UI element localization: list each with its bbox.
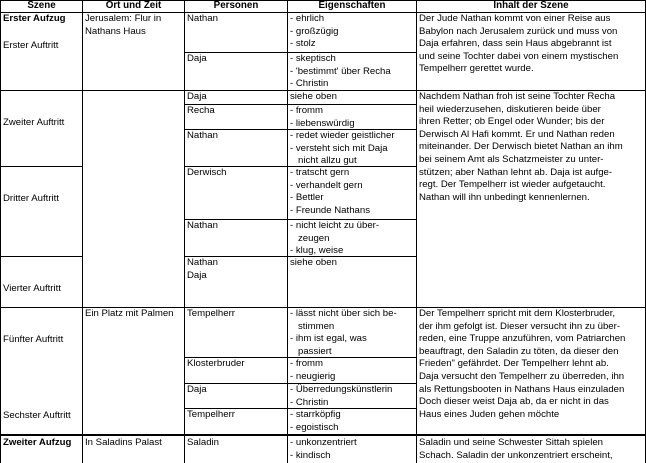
header-eigenschaften: Eigenschaften [318,0,386,11]
person-name: Tempelherr [187,308,235,319]
content-line: Schach. Saladin der unkonzentriert erscheint, [419,449,613,461]
trait-item: - Freunde Nathans [290,204,370,216]
person-name: Nathan [187,130,218,141]
trait-item: - ihm ist egal, was [290,333,367,345]
trait-item: - großzügig [290,25,339,37]
content-line: ihren Retter; ob Engel oder Wunder; bis der [419,116,605,128]
trait-item: passiert [298,345,332,357]
person-name: Klosterbruder [187,358,245,369]
person-name: Saladin [187,437,220,448]
scene-content [419,308,625,421]
trait-item: - neugierig [290,370,336,382]
person-name: Derwisch [187,167,227,178]
content-line: bei seinem Amt als Schatzmeister zu unter- [419,153,604,165]
content-line: der ihm gefolgt ist. Dieser versucht ihn zu über- [419,320,621,332]
trait-list [290,53,391,91]
trait-list [290,384,392,409]
trait-item: siehe oben [290,257,337,268]
place-line: Jerusalem: Flur in [85,13,162,24]
trait-list [290,13,339,51]
content-line: Saladin und seine Schwester Sittah spielen [419,437,603,448]
content-line: und seine Tochter dabei von einem mystischen [419,50,619,62]
content-line: Babylon nach Jerusalem zurück und muss von [419,25,618,37]
content-line: beauftragt, den Saladin zu töten, da dieser den [419,345,619,357]
person-name: Nathan [187,257,218,268]
trait-list [290,105,355,130]
scene-content [419,91,623,204]
trait-item: - verhandelt gern [290,179,363,191]
content-line: heil wiederzusehen, diskutieren beide über [419,103,601,115]
content-line: Doch dieser weist Daja ab, da er nicht in das [419,396,609,408]
trait-item: - egoistisch [290,421,339,433]
content-line: Nachdem Nathan froh ist seine Tochter Recha [419,91,616,102]
trait-item: nicht allzu gut [298,155,357,167]
scene-content [419,437,613,462]
trait-item: - redet wieder geistlicher [290,130,395,141]
person-name: Tempelherr [187,409,235,420]
trait-item: - 'bestimmt' über Recha [290,65,391,77]
person-name: Recha [187,105,215,116]
trait-item: - unkonzentriert [290,437,357,448]
trait-item: - Christin [290,78,329,90]
trait-item: siehe oben [290,91,337,102]
trait-item: stimmen [298,320,335,332]
trait-item: zeugen [298,232,330,244]
trait-item: - Überredungskünstlerin [290,384,393,395]
act-label: Zweiter Aufzug [3,437,72,448]
content-line: Der Tempelherr spricht mit dem Klosterbruder, [419,308,616,319]
trait-item: - stolz [290,38,316,50]
person-name: Nathan [187,13,218,24]
trait-item: - tratscht gern [290,167,350,178]
content-line: Tempelherr gerettet wurde. [419,63,534,75]
trait-item: - fromm [290,105,324,116]
content-line: Der Jude Nathan kommt von einer Reise aus [419,13,611,24]
scene-content [419,13,618,76]
trait-item: - versteht sich mit Daja [290,142,388,154]
scene-label: Sechster Auftritt [3,410,71,421]
content-line: Derwisch Al Hafi kommt. Er und Nathan reden [419,128,615,140]
person-name: Daja [187,91,207,102]
content-line: Nathan will ihn unbedingt kennenlernen. [419,191,590,203]
header-personen: Personen [213,0,259,11]
content-line: Frieden" gefährdet. Der Tempelherr lehnt ab. [419,358,609,370]
content-line: als Rettungsbooten in Nathans Haus einzuladen [419,383,625,395]
scene-label: Dritter Auftritt [3,193,59,204]
trait-item: - Christin [290,396,329,408]
trait-list [290,308,397,358]
scene-label: Erster Auftritt [3,40,59,51]
person-name: Nathan [187,220,218,231]
trait-item: - Bettler [290,192,324,204]
content-line: miteinander. Der Derwisch bietet Nathan an ihm [419,141,623,153]
trait-item: - skeptisch [290,53,336,64]
trait-list [290,409,341,434]
header-ort-und-zeit: Ort und Zeit [105,0,162,11]
trait-item: - nicht leicht zu über- [290,220,380,231]
trait-list [290,130,395,168]
scene-label: Zweiter Auftritt [3,117,65,128]
person-name: Daja [187,270,207,281]
trait-list [290,437,357,462]
trait-list [290,358,335,383]
header-szene: Szene [27,0,56,11]
trait-item: - klug, weise [290,245,344,257]
trait-list [290,167,370,217]
content-line: reden, eine Truppe anzuführen, vom Patriarchen [419,333,626,345]
content-line: Daja versucht den Tempelherr zu überreden, ihn [419,370,625,382]
place-text [85,13,161,38]
trait-item: - kindisch [290,449,331,461]
content-line: Daja erfahren, dass sein Haus abgebrannt ist [419,38,612,50]
place-text: Ein Platz mit Palmen [85,308,174,319]
content-line: regt. Der Tempelherr ist wieder aufgetaucht. [419,179,606,191]
trait-item: - liebenswürdig [290,117,355,129]
scene-label: Fünfter Auftritt [3,334,64,345]
content-line: Haus eines Juden gehen möchte [419,408,560,420]
trait-item: - lässt nicht über sich be- [290,308,397,319]
trait-item: - fromm [290,358,324,369]
trait-item: - ehrlich [290,13,325,24]
header-inhalt: Inhalt der Szene [493,0,569,11]
act-label: Erster Aufzug [3,13,66,24]
person-name: Daja [187,384,207,395]
place-text: In Saladins Palast [85,437,162,448]
trait-item: - starrköpfig [290,409,341,420]
trait-list [290,220,379,258]
content-line: stützen; aber Nathan lehnt ab. Daja ist aufge- [419,166,613,178]
person-name: Daja [187,53,207,64]
place-line: Nathans Haus [85,25,146,37]
scene-label: Vierter Auftritt [3,283,61,294]
